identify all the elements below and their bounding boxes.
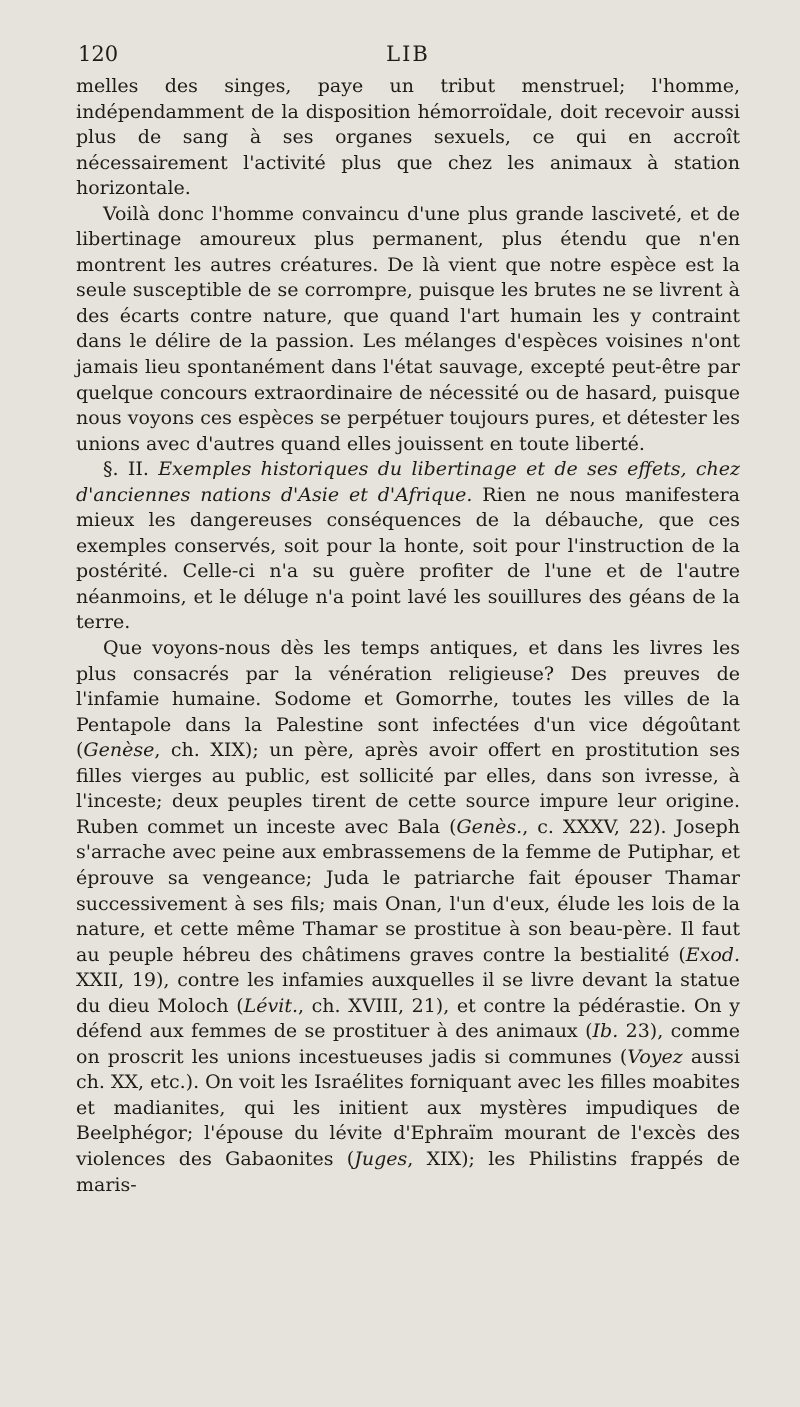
- paragraph: [76, 202, 740, 457]
- italic-text: Ib.: [592, 1020, 619, 1043]
- paragraph: [76, 74, 740, 202]
- italic-text: Exemples historiques du libertinage et de ses effets, chez d'anciennes nations d'Asie et d'Afrique.: [76, 458, 740, 506]
- running-head: [78, 42, 738, 72]
- paragraph: [76, 636, 740, 1198]
- italic-text: Genès.: [456, 815, 523, 838]
- text-run: Rien ne nous manifestera mieux les dangereuses conséquences de la débauche, que ces exemples conservés, soit pour la honte, soit pour l'instruction de la postérité. Celle-ci n'a su guère profiter de l'une et de l'autre néanmoins, et le déluge n'a point lavé les souillures des géans de la terre.: [76, 483, 740, 634]
- paragraph: [76, 457, 740, 636]
- text-run: , c. XXXV, 22). Joseph s'arrache avec peine aux embrassemens de la femme de Putiphar, et éprouve sa vengeance; Juda le patriarche fait épouser Thamar successivement à ses fils; mais Onan, l'un d'eux, élude les lois de la nature, et cette même Thamar se prostitue à son beau-père. Il faut au peuple hébreu des châtimens graves contre la bestialité (: [76, 815, 740, 966]
- text-run: Que voyons-nous dès les temps antiques, et dans les livres les plus consacrés par la vénération religieuse? Des preuves de l'infamie humaine. Sodome et Gomorrhe, toutes les villes de la Pentapole dans la Palestine sont infectées d'un vice dégoûtant (: [76, 637, 740, 762]
- italic-text: Voyez: [627, 1045, 683, 1068]
- page-number: 120: [78, 42, 119, 66]
- italic-text: Lévit.: [243, 994, 299, 1017]
- text-run: , ch. XVIII, 21), et contre la pédérastie. On y défend aux femmes de se prostituer à des animaux (: [76, 994, 740, 1043]
- text-run: 23), comme on proscrit les unions incestueuses jadis si communes (: [76, 1020, 740, 1068]
- running-title: LIB: [386, 42, 430, 66]
- text-run: Voilà donc l'homme convaincu d'une plus grande lasciveté, et de libertinage amoureux plus permanent, plus étendu que n'en montrent les autres créatures. De là vient que notre espèce est la seule susceptible de se corrompre, puisque les brutes ne se livrent à des écarts contre nature, que quand l'art humain les y contraint dans le délire de la passion. Les mélanges d'espèces voisines n'ont jamais lieu spontanément dans l'état sauvage, excepté peut-être par quelque concours extraordinaire de nécessité ou de hasard, puisque nous voyons ces espèces se perpétuer toujours pures, et détester les unions avec d'autres quand elles jouissent en toute liberté.: [76, 202, 740, 455]
- italic-text: Juges: [354, 1147, 408, 1170]
- text-run: §. II.: [103, 458, 159, 481]
- text-run: XXII, 19), contre les infamies auxquelles il se livre devant la statue du dieu Moloch (: [76, 969, 740, 1017]
- italic-text: Exod.: [685, 943, 740, 966]
- text-run: , XIX); les Philistins frappés de maris-: [76, 1147, 740, 1196]
- text-run: , ch. XIX); un père, après avoir offert en prostitution ses filles vierges au public, est sollicité par elles, dans son ivresse, à l'inceste; deux peuples tirent de cette source impure leur origine. Ruben commet un inceste avec Bala (: [76, 739, 740, 838]
- italic-text: Genèse: [83, 739, 155, 762]
- text-run: melles des singes, paye un tribut menstruel; l'homme, indépendamment de la disposition hémorroïdale, doit recevoir aussi plus de sang à ses organes sexuels, ce qui en accroît nécessairement l'activité plus que chez les animaux à station horizontale.: [76, 75, 740, 200]
- body-text: [76, 74, 740, 1198]
- text-run: aussi ch. XX, etc.). On voit les Israélites forniquant avec les filles moabites et madianites, qui les initient aux mystères impudiques de Beelphégor; l'épouse du lévite d'Ephraïm mourant de l'excès des violences des Gabaonites (: [76, 1045, 740, 1170]
